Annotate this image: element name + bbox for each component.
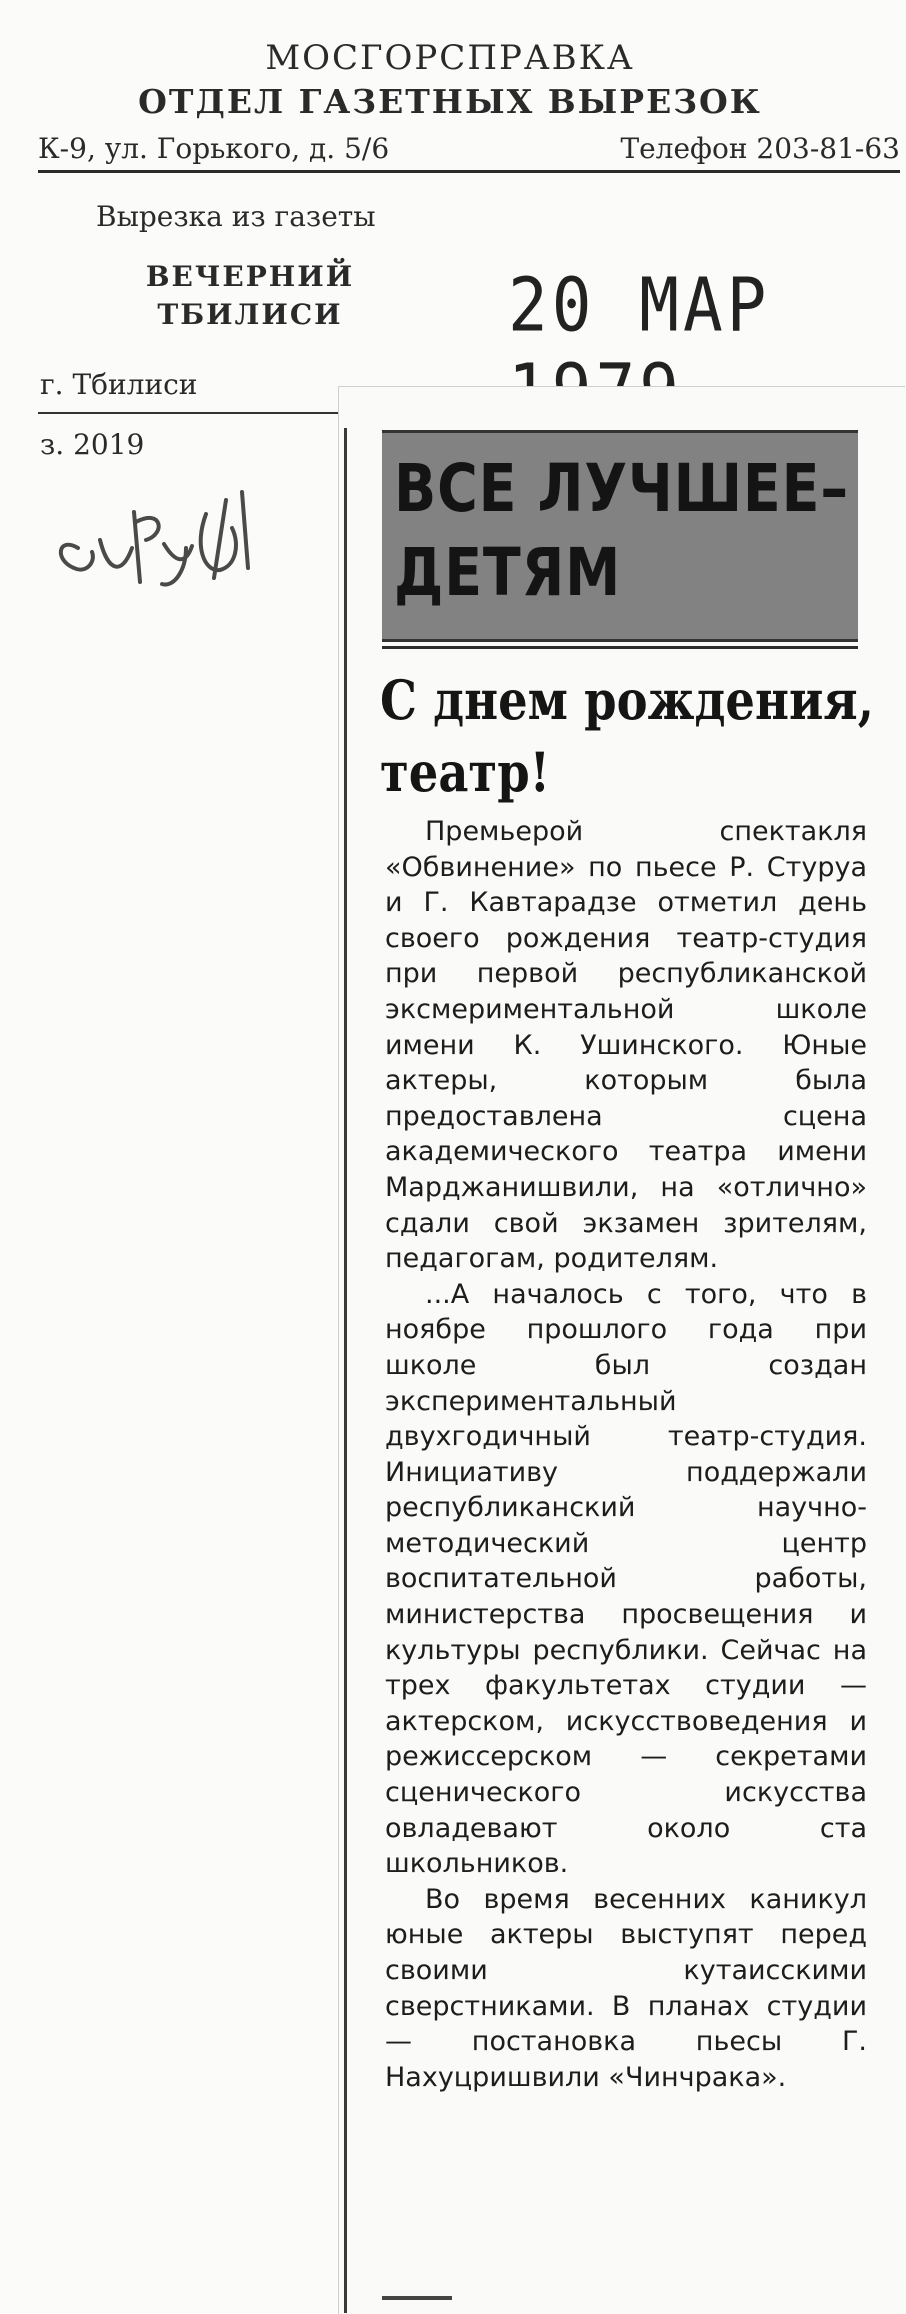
rubric-line2: ДЕТЯМ (394, 534, 622, 611)
rubric-banner (382, 430, 858, 642)
newspaper-name-line2: ТБИЛИСИ (157, 298, 343, 331)
headline-rule (382, 646, 858, 649)
department-name: ОТДЕЛ ГАЗЕТНЫХ ВЫРЕЗОК (138, 82, 762, 121)
org-address: К-9, ул. Горького, д. 5/6 (38, 132, 390, 165)
article-paragraph-3: Во время весенних каникул юные актеры выступят перед своими кутаисскими сверстниками. В планах студии — постановка пьесы Г. Нахуцришвили «Чинчрака». (385, 1883, 867, 2093)
headline-line2: театр! (380, 740, 551, 804)
headline-line1: С днем рождения, (380, 668, 874, 732)
handwritten-signature (36, 452, 296, 592)
clip-source-label: Вырезка из газеты (96, 200, 376, 233)
newspaper-name-line1: ВЕЧЕРНИЙ (145, 260, 355, 293)
newspaper-name (130, 258, 370, 334)
org-phone: Телефон 203-81-63 (620, 132, 900, 165)
column-rule (344, 428, 347, 2313)
org-name: МОСГОРСПРАВКА (265, 38, 635, 78)
article-paragraph-1: Премьерой спектакля «Обвинение» по пьесе Р. Стуруа и Г. Кавтарадзе отметил день своего рождения театр-студия при первой республиканской эксмериментальной школе имени К. Ушинского. Юные актеры, которым была предоставлена сцена академического театра имени Марджанишвили, на «отлично» сдали свой экзамен зрителям, педагогам, родителям. (385, 816, 867, 1275)
article-body (385, 814, 867, 2095)
article-paragraph-2: ...А началось с того, что в ноябре прошлого года при школе был создан экспериментальный двухгодичный театр-студия. Инициативу поддержали республиканский научно-методический центр воспитательной работы, министерства просвещения и культуры республики. Сейчас на трех факультетах студии — актерском, искусствоведения и режиссерском — секретами сценического искусства овладевают около ста школьников. (385, 1278, 867, 1880)
date-stamp: 20 МАР (508, 262, 771, 349)
article-headline (380, 664, 874, 808)
order-number: з. 2019 (40, 428, 145, 461)
rubric-line1: ВСЕ ЛУЧШЕЕ– (394, 450, 849, 527)
header-divider (38, 170, 900, 173)
city-divider (38, 412, 338, 414)
bottom-rule (382, 2296, 452, 2300)
city-label: г. Тбилиси (40, 368, 198, 401)
rubric-title (394, 447, 849, 615)
